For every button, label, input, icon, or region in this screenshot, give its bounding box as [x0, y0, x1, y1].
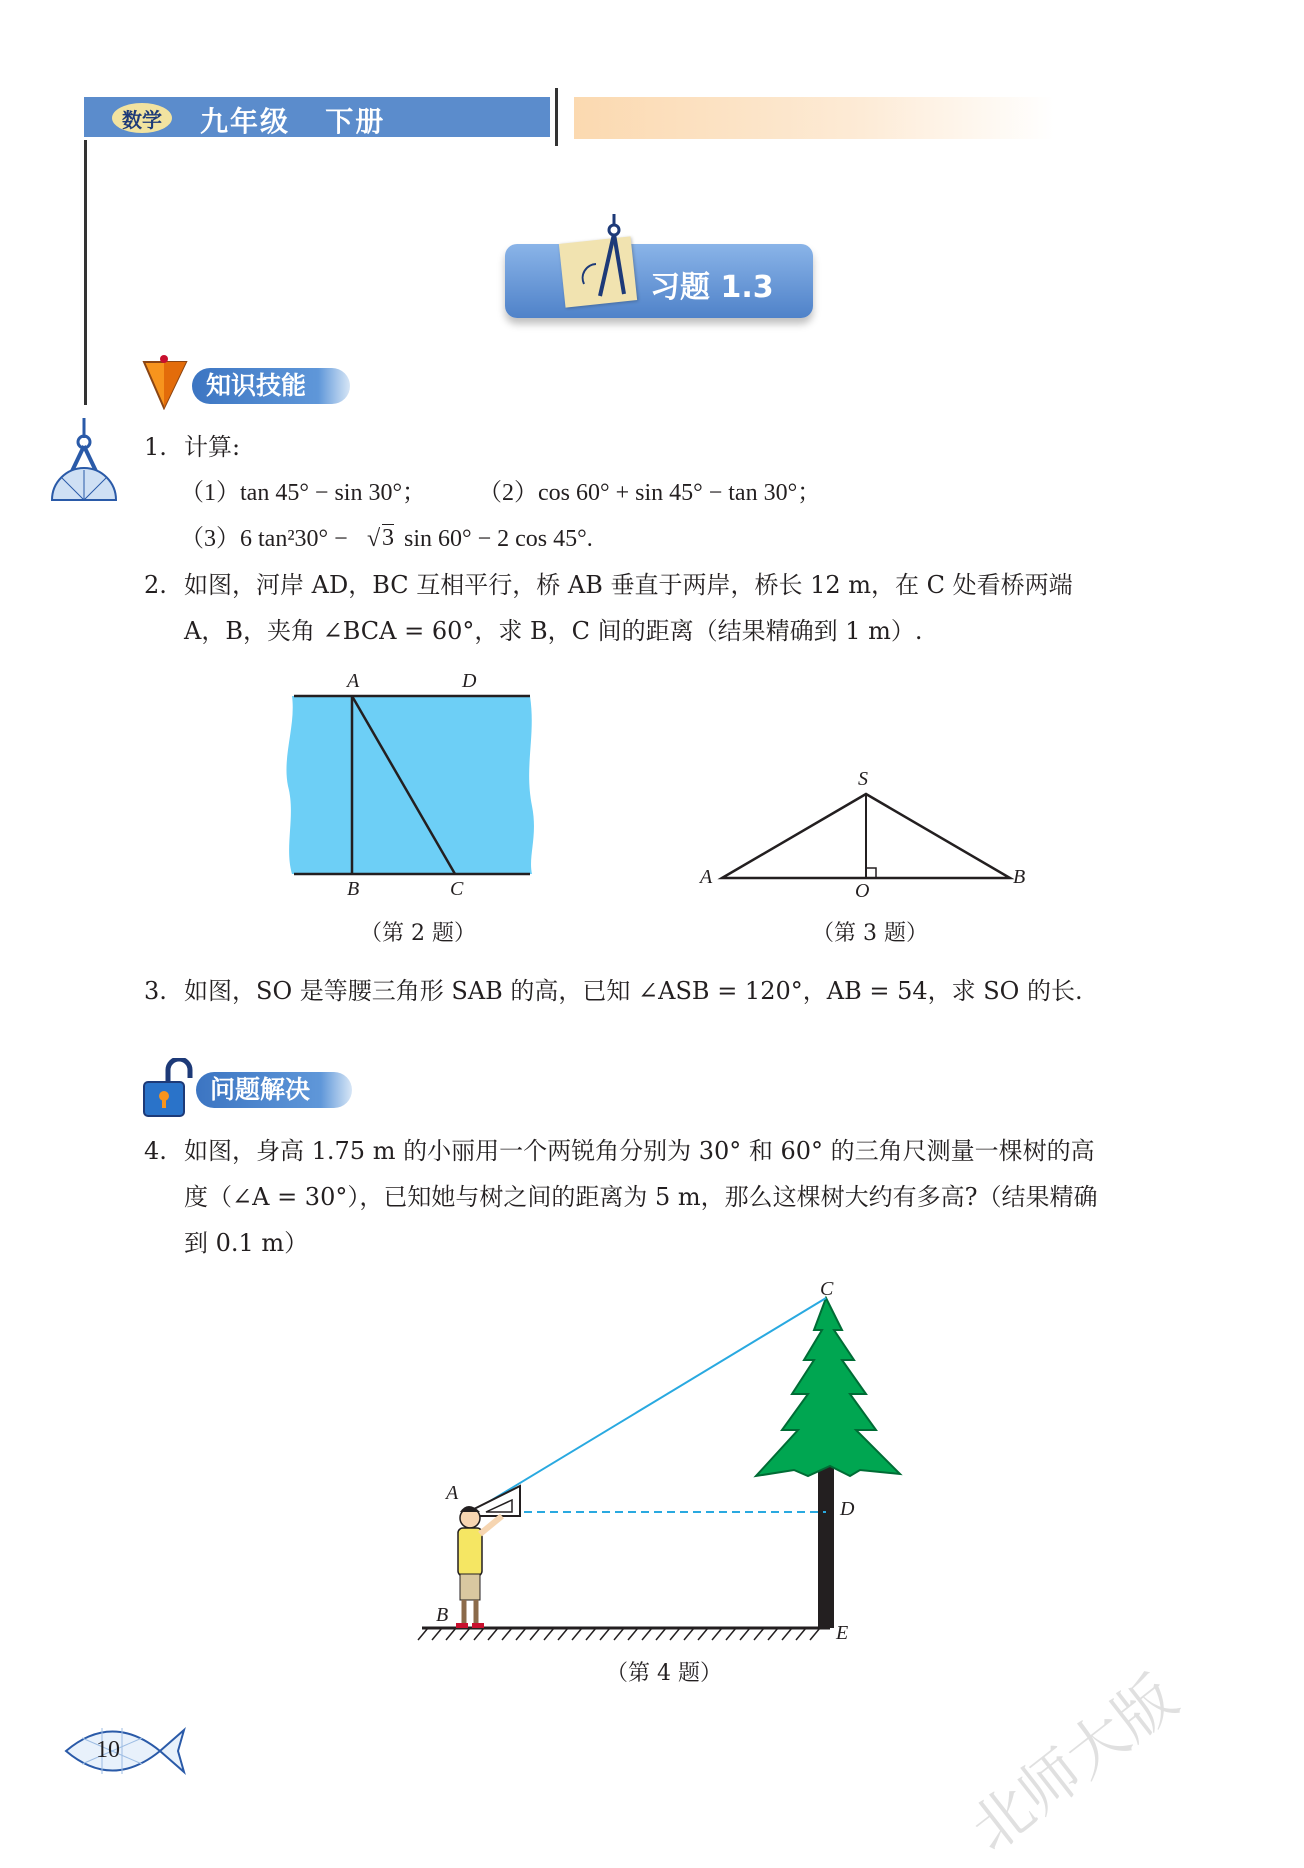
fig4-label-a: A [446, 1482, 459, 1504]
sqrt-sign-icon: √ [367, 526, 381, 552]
fig4-label-c: C [820, 1278, 834, 1300]
compass-icon [578, 214, 634, 302]
figure-river-bridge [280, 666, 550, 906]
fig4-label-b: B [436, 1604, 449, 1626]
q4-line1: 如图，身高 1.75 m 的小丽用一个两锐角分别为 30° 和 60° 的三角尺测量一棵树的高 [184, 1137, 1095, 1165]
page-number: 10 [96, 1737, 120, 1763]
padlock-icon [142, 1058, 196, 1118]
exercise-label: 习题 1.3 [650, 270, 774, 305]
girl-figure [456, 1506, 502, 1628]
q3-number: 3. [144, 977, 167, 1005]
publisher-watermark: 北师大版 [958, 1662, 1191, 1866]
q1-part2: （2）cos 60° + sin 45° − tan 30°； [478, 480, 822, 506]
q2-line1: 如图，河岸 AD，BC 互相平行，桥 AB 垂直于两岸，桥长 12 m，在 C 处看桥两端 [184, 571, 1073, 599]
section-problem-banner: 问题解决 [196, 1072, 352, 1108]
fig4-caption: （第 4 题） [606, 1661, 722, 1686]
q1-part3-lead: （3）6 tan²30° − [180, 526, 348, 552]
tree-crown [756, 1298, 900, 1476]
left-margin-rule [84, 140, 87, 405]
q1-part1: （1）tan 45° − sin 30°； [180, 480, 427, 506]
plumb-bob-icon [142, 354, 188, 410]
section-skills-banner: 知识技能 [192, 368, 350, 404]
figure-isosceles-triangle [700, 780, 1020, 890]
q1-number: 1. [144, 433, 167, 461]
grade-volume-title: 九年级 下册 [200, 105, 386, 138]
fig2-label-a: A [347, 670, 360, 692]
figure-tree-measurement [410, 1290, 910, 1650]
fig4-label-e: E [836, 1622, 849, 1644]
q3-text: 如图，SO 是等腰三角形 SAB 的高，已知 ∠ASB = 120°，AB = 54，求 SO 的长. [184, 977, 1083, 1005]
header-separator [555, 88, 558, 146]
fig4-label-d: D [840, 1498, 855, 1520]
fig2-label-b: B [347, 878, 360, 900]
subject-logo: 数学 [112, 103, 172, 133]
fig3-label-b: B [1013, 866, 1026, 888]
q4-line3: 到 0.1 m） [184, 1229, 309, 1257]
fig3-caption: （第 3 题） [812, 921, 928, 946]
q4-number: 4. [144, 1137, 167, 1165]
fig3-label-o: O [855, 880, 870, 902]
q1-part3-tail: sin 60° − 2 cos 45°. [404, 526, 593, 552]
q2-line2: A，B，夹角 ∠BCA = 60°，求 B，C 间的距离（结果精确到 1 m）. [184, 617, 923, 645]
fish-page-icon [62, 1718, 186, 1784]
q4-line2: 度（∠A = 30°），已知她与树之间的距离为 5 m，那么这棵树大约有多高?（结果精确 [184, 1183, 1098, 1211]
compass-protractor-icon [50, 418, 122, 504]
right-angle-mark [866, 868, 876, 878]
fig3-label-a: A [700, 866, 713, 888]
sight-line-ac [472, 1298, 826, 1512]
q1-stem: 计算: [184, 433, 241, 461]
ground-hatching [418, 1628, 820, 1640]
header-gradient-bar [574, 97, 1054, 139]
fig2-caption: （第 2 题） [360, 921, 476, 946]
fig3-label-s: S [858, 768, 868, 790]
q2-number: 2. [144, 571, 167, 599]
q1-part3-radicand: 3 [382, 525, 394, 551]
fig2-label-c: C [450, 878, 464, 900]
fig2-label-d: D [462, 670, 477, 692]
river-area [286, 696, 533, 874]
